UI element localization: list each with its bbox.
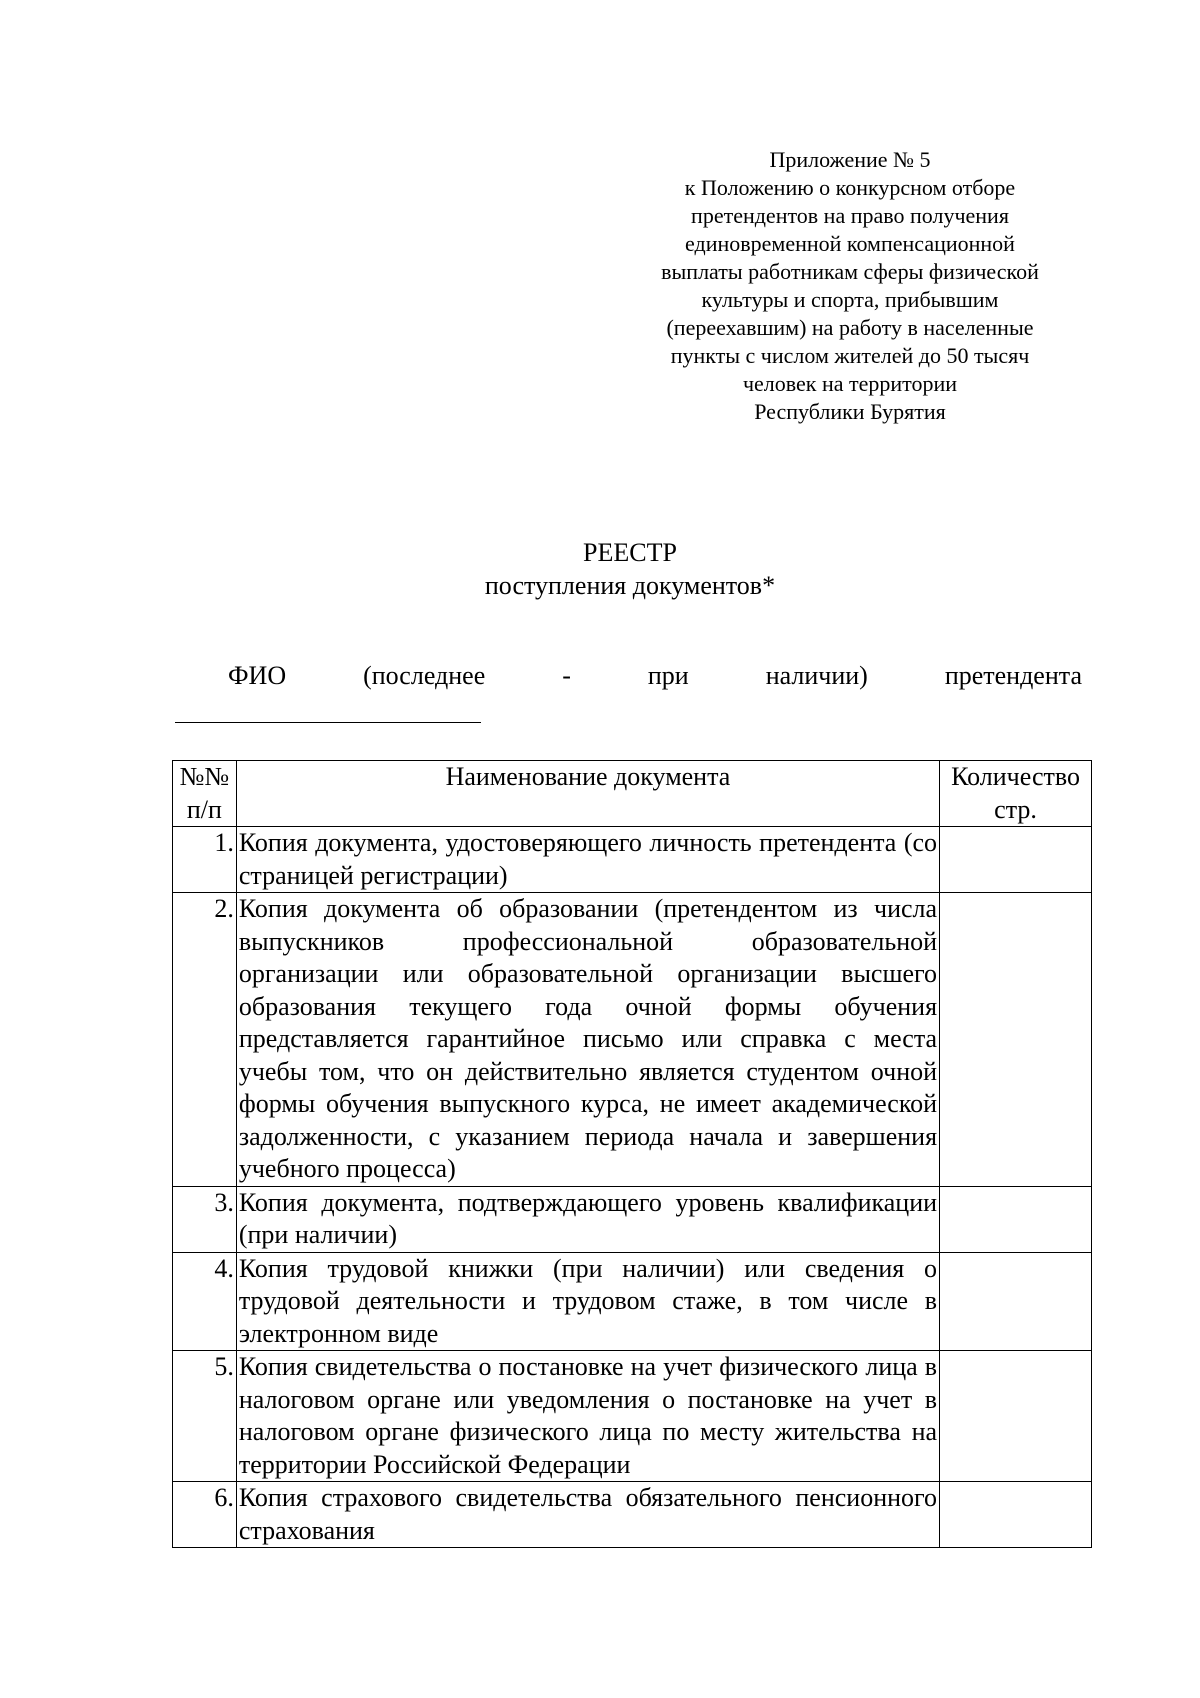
header-page-count: Количество стр. [940,761,1092,827]
appendix-line: к Положению о конкурсном отборе [684,175,1016,200]
row-page-count [940,893,1092,1187]
appendix-line: Приложение № 5 [769,147,931,172]
fio-word: претендента [944,661,1082,690]
row-document-name: Копия документа, подтверждающего уровень квалификации (при наличии) [236,1186,939,1252]
fio-word: (последнее [363,661,486,690]
table-row [173,1186,1092,1252]
appendix-line: культуры и спорта, прибывшим [701,287,999,312]
title-main: РЕЕСТР [583,538,677,567]
row-number: 3. [173,1186,237,1252]
fio-blank-line [175,722,481,723]
fio-word: наличии) [765,661,868,690]
appendix-line: пункты с числом жителей до 50 тысяч [670,343,1030,368]
row-number: 5. [173,1351,237,1482]
fio-label [228,660,1082,692]
table-row [173,1482,1092,1548]
row-document-name: Копия документа об образовании (претендентом из числа выпускников профессиональной образовательной организации или образовательной организации высшего образования текущего года очной формы обучения представляется гарантийное письмо или справка с места учебы том, что он действительно является студентом очной формы обучения выпускного курса, не имеет академической задолженности, с указанием периода начала и завершения учебного процесса) [236,893,939,1187]
table-row [173,1351,1092,1482]
row-page-count [940,1252,1092,1351]
row-document-name: Копия трудовой книжки (при наличии) или сведения о трудовой деятельности и трудовом стаже, в том числе в электронном виде [236,1252,939,1351]
table-header-row [173,761,1092,827]
document-title [0,536,1200,602]
appendix-line: единовременной компенсационной [685,231,1015,256]
table-row [173,1252,1092,1351]
row-page-count [940,1186,1092,1252]
appendix-line: (переехавшим) на работу в населенные [666,315,1034,340]
documents-table [172,760,1092,1548]
table-row [173,893,1092,1187]
row-document-name: Копия свидетельства о постановке на учет физического лица в налоговом органе или уведомления о постановке на учет в налоговом органе физического лица по месту жительства на территории Российской Федерации [236,1351,939,1482]
row-page-count [940,827,1092,893]
row-document-name: Копия страхового свидетельства обязательного пенсионного страхования [236,1482,939,1548]
row-page-count [940,1482,1092,1548]
appendix-header [620,146,1080,426]
title-sub: поступления документов* [484,571,776,600]
appendix-line: претендентов на право получения [691,203,1009,228]
row-number: 1. [173,827,237,893]
row-number: 6. [173,1482,237,1548]
header-document-name: Наименование документа [236,761,939,827]
table-row [173,827,1092,893]
row-document-name: Копия документа, удостоверяющего личность претендента (со страницей регистрации) [236,827,939,893]
fio-word: ФИО [228,661,287,690]
header-number: №№ п/п [173,761,237,827]
row-number: 2. [173,893,237,1187]
appendix-line: выплаты работникам сферы физической [661,259,1039,284]
fio-word: - [562,661,571,690]
appendix-line: человек на территории [742,371,958,396]
row-number: 4. [173,1252,237,1351]
fio-word: при [647,661,689,690]
row-page-count [940,1351,1092,1482]
appendix-line: Республики Бурятия [754,399,946,424]
